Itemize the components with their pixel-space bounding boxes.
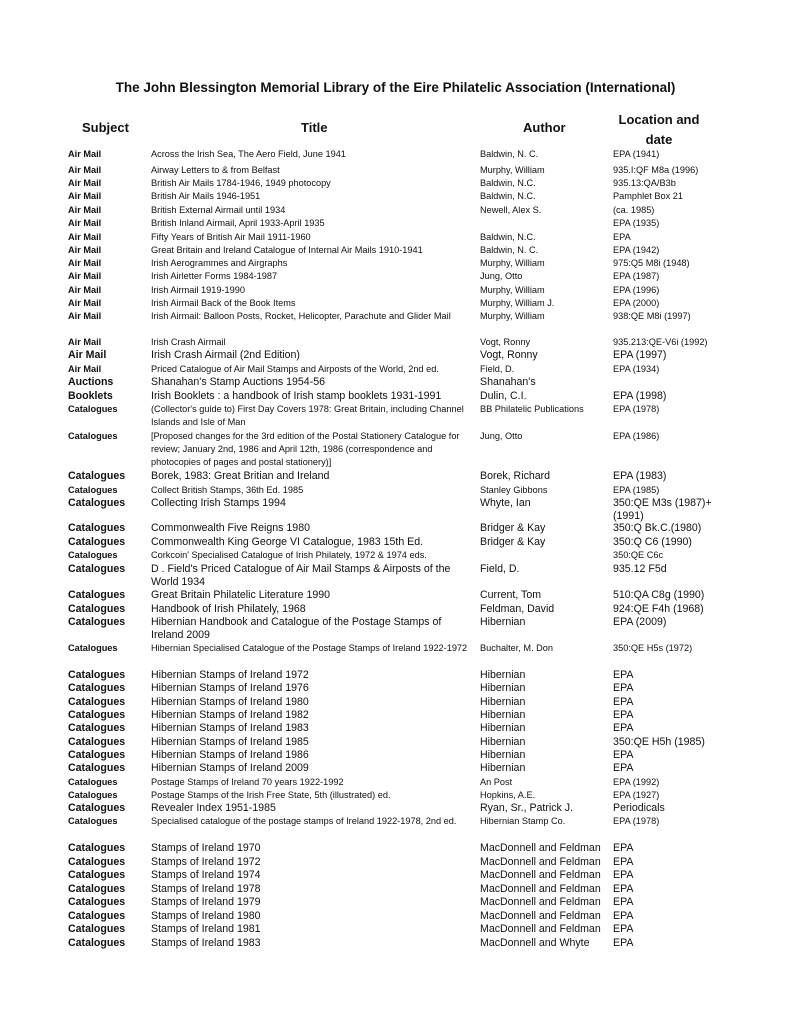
row-subject: Air Mail [68, 258, 102, 268]
row-author: Murphy, William [480, 258, 545, 268]
row-subject: Air Mail [68, 191, 102, 201]
row-subject: Air Mail [68, 285, 102, 295]
row-location: EPA [613, 669, 634, 681]
row-author: Baldwin, N. C. [480, 245, 539, 255]
row-location: EPA (2000) [613, 298, 660, 308]
row-location: EPA (1997) [613, 349, 667, 361]
row-author: Whyte, Ian [480, 497, 531, 509]
row-title: Hibernian Stamps of Ireland 1986 [151, 749, 309, 761]
row-title: Irish Booklets : a handbook of Irish stamp booklets 1931-1991 [151, 390, 442, 402]
row-location: EPA [613, 923, 634, 935]
row-title: Stamps of Ireland 1983 [151, 937, 261, 949]
row-title: Stamps of Ireland 1972 [151, 856, 261, 868]
row-title: British External Airmail until 1934 [151, 205, 286, 215]
row-location: 975:Q5 M8i (1948) [613, 258, 690, 268]
row-author: Hibernian [480, 616, 526, 628]
row-title: Hibernian Stamps of Ireland 1983 [151, 722, 309, 734]
row-location: EPA (1985) [613, 485, 660, 495]
row-title: Stamps of Ireland 1978 [151, 883, 261, 895]
row-subject: Catalogues [68, 497, 126, 509]
row-title: Corkcoin' Specialised Catalogue of Irish Philately, 1972 & 1974 eds. [151, 550, 427, 560]
row-subject: Catalogues [68, 603, 126, 615]
row-title: Commonwealth King George VI Catalogue, 1983 15th Ed. [151, 536, 424, 548]
row-subject: Air Mail [68, 364, 102, 374]
row-title: Stamps of Ireland 1981 [151, 923, 261, 935]
row-location: 935.12 F5d [613, 563, 667, 575]
row-subject: Catalogues [68, 522, 126, 534]
row-location: 510:QA C8g (1990) [613, 589, 705, 601]
row-location: EPA (1935) [613, 218, 660, 228]
row-location: EPA [613, 842, 634, 854]
row-author: MacDonnell and Feldman [480, 856, 601, 868]
row-title: Great Britain and Ireland Catalogue of Internal Air Mails 1910-1941 [151, 245, 423, 255]
row-subject: Air Mail [68, 271, 102, 281]
row-location: EPA [613, 232, 631, 242]
row-author: Vogt, Ronny [480, 349, 538, 361]
row-location: 935.213:QE-V6i (1992) [613, 337, 708, 347]
row-author: MacDonnell and Feldman [480, 869, 601, 881]
row-title: Commonwealth Five Reigns 1980 [151, 522, 310, 534]
row-subject: Catalogues [68, 709, 126, 721]
row-title: Great Britain Philatelic Literature 1990 [151, 589, 331, 601]
row-author: Hibernian [480, 682, 526, 694]
row-subject: Catalogues [68, 643, 118, 653]
row-title: Stamps of Ireland 1979 [151, 896, 261, 908]
row-title: Handbook of Irish Philately, 1968 [151, 603, 306, 615]
row-author: Hopkins, A.E. [480, 790, 536, 800]
row-location: EPA (1992) [613, 777, 660, 787]
page-title: The John Blessington Memorial Library of the Eire Philatelic Association (International) [115, 80, 676, 95]
row-title: Specialised catalogue of the postage stamps of Ireland 1922-1978, 2nd ed. [151, 816, 457, 826]
row-subject: Catalogues [68, 485, 118, 495]
row-subject: Air Mail [68, 337, 102, 347]
row-location: EPA [613, 722, 634, 734]
row-title: Fifty Years of British Air Mail 1911-1960 [151, 232, 311, 242]
row-location: 938:QE M8i (1997) [613, 311, 691, 321]
row-location: EPA [613, 869, 634, 881]
row-location: EPA (2009) [613, 616, 667, 628]
row-author: MacDonnell and Feldman [480, 923, 601, 935]
row-author: MacDonnell and Feldman [480, 883, 601, 895]
row-subject: Air Mail [68, 232, 102, 242]
row-author: MacDonnell and Feldman [480, 896, 601, 908]
row-title: Hibernian Handbook and Catalogue of the Postage Stamps of Ireland 2009 [151, 616, 442, 641]
row-subject: Air Mail [68, 165, 102, 175]
row-subject: Catalogues [68, 589, 126, 601]
row-author: Vogt, Ronny [480, 337, 531, 347]
row-subject: Catalogues [68, 802, 126, 814]
row-author: Murphy, William [480, 311, 545, 321]
row-subject: Catalogues [68, 762, 126, 774]
row-title: Hibernian Stamps of Ireland 1980 [151, 696, 309, 708]
row-author: Field, D. [480, 563, 520, 575]
row-title: Irish Airletter Forms 1984-1987 [151, 271, 278, 281]
row-author: Hibernian [480, 722, 526, 734]
row-subject: Air Mail [68, 349, 107, 361]
header-author: Author [523, 120, 566, 135]
row-location: Periodicals [613, 802, 665, 814]
row-location: EPA [613, 910, 634, 922]
row-location: EPA [613, 682, 634, 694]
row-author: An Post [480, 777, 513, 787]
row-location: EPA (1986) [613, 431, 660, 441]
row-location: EPA (1978) [613, 404, 660, 414]
row-title: (Collector's guide to) First Day Covers 1978: Great Britain, including Channel Islands and Isle of Man [151, 404, 464, 427]
row-title: Irish Crash Airmail (2nd Edition) [151, 349, 300, 361]
row-location: EPA [613, 709, 634, 721]
row-author: Hibernian [480, 709, 526, 721]
row-location: EPA (1998) [613, 390, 667, 402]
row-author: Baldwin, N.C. [480, 232, 536, 242]
row-title: Stamps of Ireland 1974 [151, 869, 261, 881]
row-location: 350:QE H5h (1985) [613, 736, 705, 748]
row-subject: Air Mail [68, 218, 102, 228]
row-author: Jung, Otto [480, 271, 523, 281]
row-title: British Air Mails 1784-1946, 1949 photocopy [151, 178, 331, 188]
row-subject: Booklets [68, 390, 113, 402]
row-subject: Catalogues [68, 749, 126, 761]
row-title: [Proposed changes for the 3rd edition of the Postal Stationery Catalogue for review; January 2nd, 1986 and April 12th, 1986 (correspondence and photocopies of pages and postal stationery)] [151, 431, 460, 467]
row-author: Hibernian [480, 762, 526, 774]
row-subject: Air Mail [68, 311, 102, 321]
row-title: Across the Irish Sea, The Aero Field, June 1941 [151, 149, 346, 159]
row-subject: Catalogues [68, 404, 118, 414]
row-location: 350:QE C6c [613, 550, 664, 560]
row-title: Collecting Irish Stamps 1994 [151, 497, 286, 509]
row-location: EPA (1927) [613, 790, 660, 800]
row-subject: Catalogues [68, 790, 118, 800]
row-location: (ca. 1985) [613, 205, 655, 215]
row-location: 924:QE F4h (1968) [613, 603, 704, 615]
row-location: EPA [613, 762, 634, 774]
row-author: Murphy, William [480, 165, 545, 175]
row-subject: Catalogues [68, 722, 126, 734]
row-title: Shanahan's Stamp Auctions 1954-56 [151, 376, 325, 388]
row-subject: Catalogues [68, 937, 126, 949]
row-author: Hibernian [480, 749, 526, 761]
row-author: Current, Tom [480, 589, 542, 601]
row-subject: Catalogues [68, 910, 126, 922]
row-title: Stamps of Ireland 1980 [151, 910, 261, 922]
row-subject: Auctions [68, 376, 114, 388]
row-location: EPA [613, 883, 634, 895]
row-location: 935.13:QA/B3b [613, 178, 676, 188]
row-location: EPA (1987) [613, 271, 660, 281]
row-subject: Catalogues [68, 842, 126, 854]
row-subject: Air Mail [68, 149, 102, 159]
row-subject: Catalogues [68, 616, 126, 628]
row-location: EPA [613, 696, 634, 708]
row-subject: Catalogues [68, 777, 118, 787]
row-author: Hibernian [480, 696, 526, 708]
header-location: Location and date [618, 112, 700, 147]
row-author: Bridger & Kay [480, 522, 546, 534]
row-title: Irish Crash Airmail [151, 337, 226, 347]
row-title: Irish Airmail: Balloon Posts, Rocket, Helicopter, Parachute and Glider Mail [151, 311, 451, 321]
row-title: British Air Mails 1946-1951 [151, 191, 261, 201]
row-subject: Catalogues [68, 536, 126, 548]
row-author: Jung, Otto [480, 431, 523, 441]
row-location: 350:Q Bk.C.(1980) [613, 522, 702, 534]
row-title: Hibernian Stamps of Ireland 1985 [151, 736, 309, 748]
row-title: Hibernian Specialised Catalogue of the Postage Stamps of Ireland 1922-1972 [151, 643, 468, 653]
row-subject: Catalogues [68, 431, 118, 441]
row-subject: Catalogues [68, 816, 118, 826]
row-subject: Catalogues [68, 923, 126, 935]
row-subject: Catalogues [68, 563, 126, 575]
row-title: Irish Aerogrammes and Airgraphs [151, 258, 288, 268]
row-author: Murphy, William J. [480, 298, 555, 308]
row-location: EPA (1934) [613, 364, 660, 374]
row-subject: Catalogues [68, 736, 126, 748]
row-location: EPA [613, 856, 634, 868]
row-location: 935.I:QF M8a (1996) [613, 165, 699, 175]
row-subject: Air Mail [68, 205, 102, 215]
row-location: EPA (1996) [613, 285, 660, 295]
row-subject: Air Mail [68, 245, 102, 255]
row-subject: Air Mail [68, 298, 102, 308]
row-title: Hibernian Stamps of Ireland 1976 [151, 682, 309, 694]
row-author: Dulin, C.I. [480, 390, 527, 402]
row-author: Field, D. [480, 364, 515, 374]
row-location: 350:QE M3s (1987)+ (1991) [613, 497, 712, 522]
row-title: Stamps of Ireland 1970 [151, 842, 261, 854]
row-author: MacDonnell and Feldman [480, 842, 601, 854]
row-subject: Catalogues [68, 550, 118, 560]
row-author: Stanley Gibbons [480, 485, 548, 495]
row-author: Bridger & Kay [480, 536, 546, 548]
row-location: EPA (1983) [613, 470, 667, 482]
row-title: Airway Letters to & from Belfast [151, 165, 280, 175]
row-subject: Catalogues [68, 470, 126, 482]
row-subject: Catalogues [68, 896, 126, 908]
row-author: BB Philatelic Publications [480, 404, 584, 414]
row-title: Irish Airmail Back of the Book Items [151, 298, 296, 308]
row-title: British Inland Airmail, April 1933-April 1935 [151, 218, 325, 228]
row-subject: Air Mail [68, 178, 102, 188]
header-subject: Subject [82, 120, 129, 135]
row-title: Revealer Index 1951-1985 [151, 802, 276, 814]
row-author: Hibernian [480, 736, 526, 748]
row-subject: Catalogues [68, 669, 126, 681]
row-title: Postage Stamps of the Irish Free State, 5th (illustrated) ed. [151, 790, 391, 800]
row-title: Borek, 1983: Great Britian and Ireland [151, 470, 330, 482]
row-title: D . Field's Priced Catalogue of Air Mail Stamps & Airposts of the World 1934 [151, 563, 451, 588]
row-author: Hibernian [480, 669, 526, 681]
row-location: EPA (1942) [613, 245, 660, 255]
row-subject: Catalogues [68, 682, 126, 694]
row-title: Collect British Stamps, 36th Ed. 1985 [151, 485, 304, 495]
row-author: Borek, Richard [480, 470, 551, 482]
row-author: Feldman, David [480, 603, 555, 615]
row-subject: Catalogues [68, 696, 126, 708]
row-title: Hibernian Stamps of Ireland 1982 [151, 709, 309, 721]
row-title: Hibernian Stamps of Ireland 1972 [151, 669, 309, 681]
row-title: Priced Catalogue of Air Mail Stamps and Airposts of the World, 2nd ed. [151, 364, 439, 374]
row-subject: Catalogues [68, 883, 126, 895]
row-author: Buchalter, M. Don [480, 643, 554, 653]
row-author: Shanahan's [480, 376, 536, 388]
row-author: Newell, Alex S. [480, 205, 542, 215]
row-author: MacDonnell and Whyte [480, 937, 590, 949]
row-author: Murphy, William [480, 285, 545, 295]
row-subject: Catalogues [68, 856, 126, 868]
row-title: Irish Airmail 1919-1990 [151, 285, 245, 295]
row-author: Baldwin, N.C. [480, 191, 536, 201]
row-title: Postage Stamps of Ireland 70 years 1922-1992 [151, 777, 344, 787]
row-location: 350:QE H5s (1972) [613, 643, 693, 653]
row-location: Pamphlet Box 21 [613, 191, 683, 201]
row-author: Ryan, Sr., Patrick J. [480, 802, 574, 814]
row-location: 350:Q C6 (1990) [613, 536, 692, 548]
row-author: Baldwin, N. C. [480, 149, 539, 159]
row-author: Hibernian Stamp Co. [480, 816, 566, 826]
row-title: Hibernian Stamps of Ireland 2009 [151, 762, 309, 774]
row-author: Baldwin, N.C. [480, 178, 536, 188]
header-title: Title [301, 120, 328, 135]
row-location: EPA [613, 896, 634, 908]
row-location: EPA [613, 749, 634, 761]
row-location: EPA (1978) [613, 816, 660, 826]
row-author: MacDonnell and Feldman [480, 910, 601, 922]
row-location: EPA [613, 937, 634, 949]
row-location: EPA (1941) [613, 149, 660, 159]
row-subject: Catalogues [68, 869, 126, 881]
